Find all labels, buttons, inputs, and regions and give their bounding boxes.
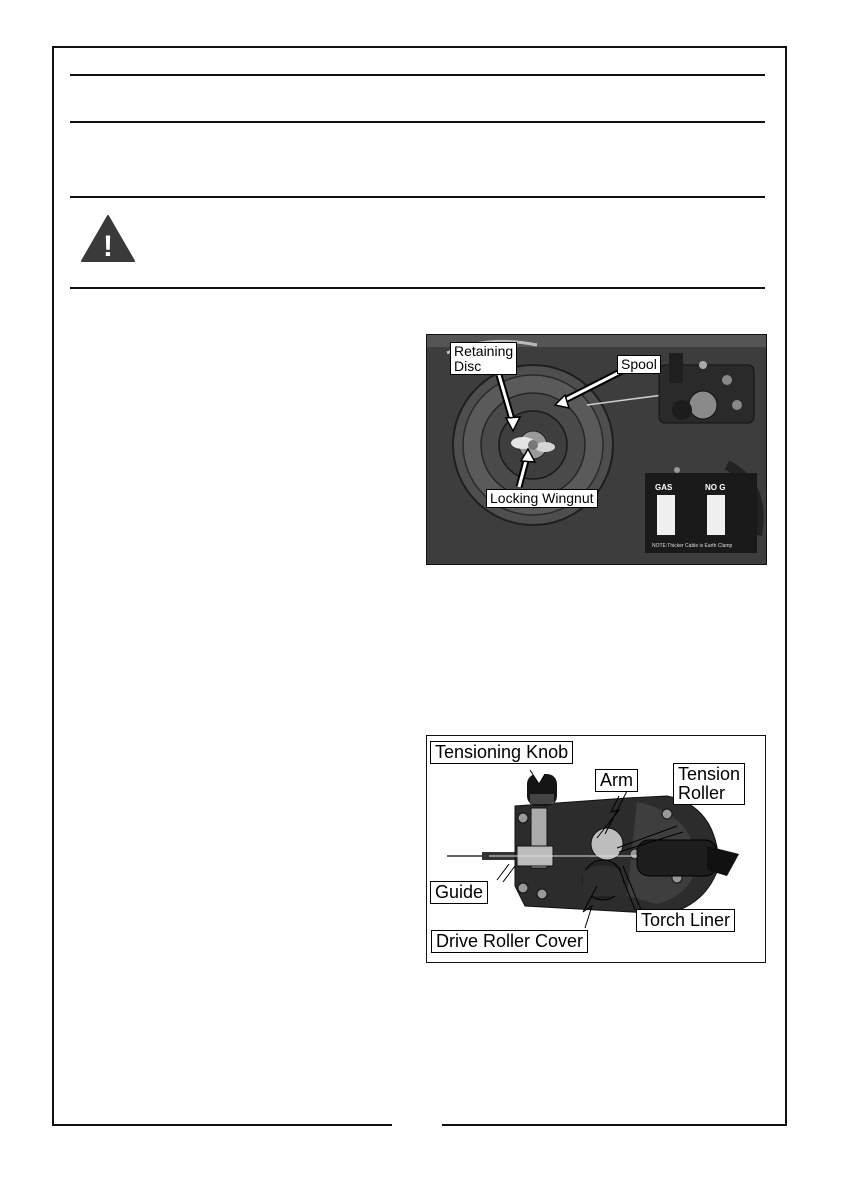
svg-text:NOTE:Thicker Cable is Earth Cl: NOTE:Thicker Cable is Earth Clamp <box>652 543 733 549</box>
page-frame <box>52 46 787 1126</box>
label-torch-liner: Torch Liner <box>636 909 735 932</box>
svg-text:!: ! <box>103 230 113 263</box>
label-arm: Arm <box>595 769 638 792</box>
drive-mechanism-photo <box>426 735 766 963</box>
label-drive-roller-cover: Drive Roller Cover <box>431 930 588 953</box>
footer-page-number-gap <box>392 1120 442 1132</box>
header-rule-bottom <box>70 121 765 123</box>
label-guide: Guide <box>430 881 488 904</box>
warning-rule-bottom <box>70 287 765 289</box>
label-spool: Spool <box>617 355 661 374</box>
svg-text:NO G: NO G <box>705 483 726 492</box>
svg-text:GAS: GAS <box>655 483 673 492</box>
spool-photo <box>426 334 767 565</box>
warning-rule-top <box>70 196 765 198</box>
label-locking-wingnut: Locking Wingnut <box>486 489 598 508</box>
label-tensioning-knob: Tensioning Knob <box>430 741 573 764</box>
header-rule-top <box>70 74 765 76</box>
warning-triangle-icon <box>80 214 136 264</box>
label-tension-roller: Tension Roller <box>673 763 745 805</box>
label-retaining-disc: Retaining Disc <box>450 342 517 375</box>
